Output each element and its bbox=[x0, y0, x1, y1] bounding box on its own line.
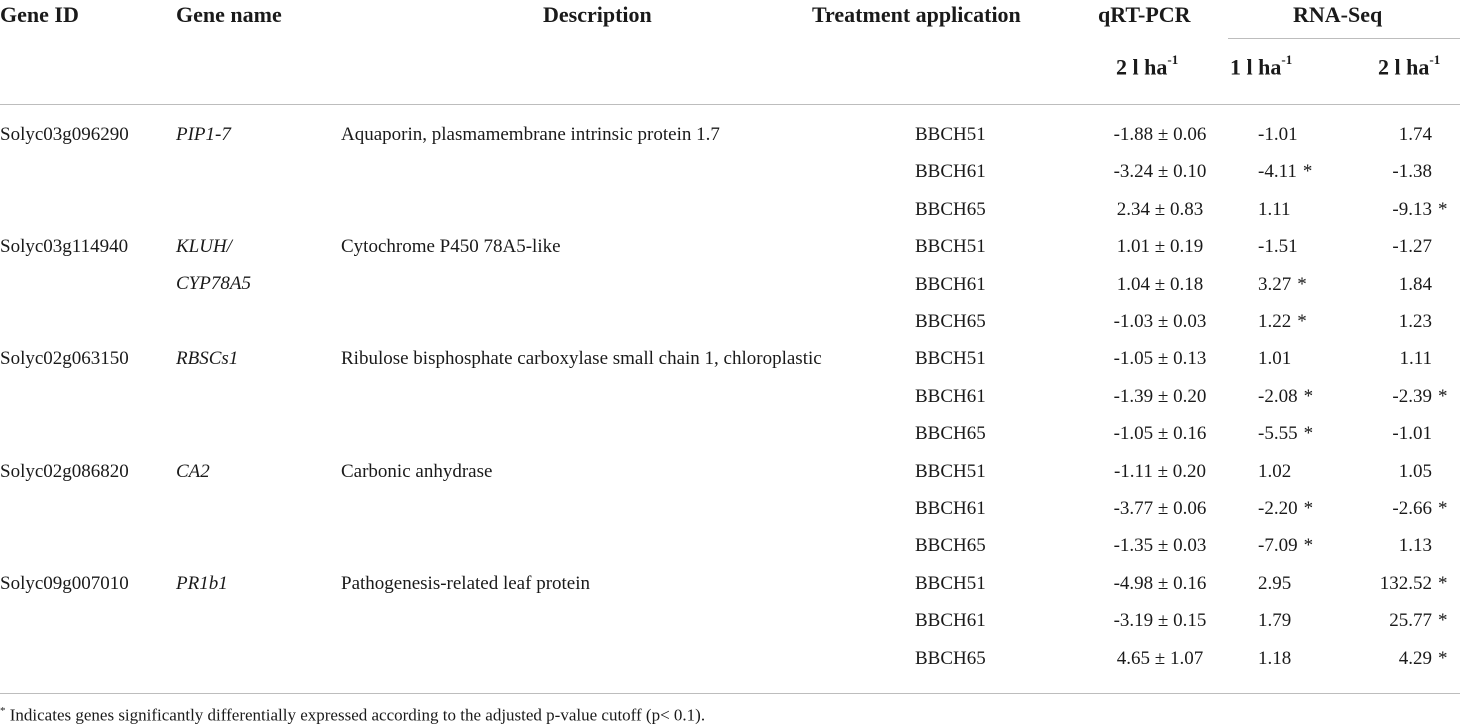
rnaseq-1-cell bbox=[1258, 311, 1307, 333]
col-header-description: Description bbox=[543, 2, 652, 27]
rnaseq-1-cell bbox=[1258, 161, 1312, 183]
footnote-text: Indicates genes significantly differentially expressed according to the adjusted p-value cutoff (p< 0.1). bbox=[5, 705, 706, 725]
rnaseq-2-value: -2.39 bbox=[1392, 385, 1432, 407]
qrtpcr-value: -3.77 ± 0.06 bbox=[1113, 498, 1207, 519]
rnaseq-1-cell bbox=[1258, 535, 1313, 557]
rnaseq-2-cell bbox=[1360, 124, 1450, 146]
rnaseq-2-value: 1.13 bbox=[1398, 535, 1432, 557]
qrtpcr-value: -1.39 ± 0.20 bbox=[1113, 385, 1207, 407]
rnaseq-2-value: -9.13 bbox=[1392, 198, 1432, 220]
rnaseq-2-value: -1.01 bbox=[1392, 423, 1432, 445]
rnaseq-2-value: 1.05 bbox=[1398, 460, 1432, 482]
col-header-qrtpcr: qRT-PCR bbox=[1098, 2, 1191, 27]
rnaseq-1-value: -7.09 bbox=[1258, 535, 1298, 557]
rnaseq-1-value: 1.22 bbox=[1258, 311, 1292, 332]
rnaseq-1-value: -2.20 bbox=[1258, 498, 1298, 519]
gene-id: Solyc03g096290 bbox=[0, 124, 129, 145]
significance-mark: * bbox=[1303, 535, 1314, 557]
qrtpcr-value: 1.04 ± 0.18 bbox=[1116, 273, 1204, 295]
treatment-stage: BBCH51 bbox=[915, 572, 986, 594]
col-header-gene-name: Gene name bbox=[176, 2, 282, 27]
rnaseq-2-value: 1.23 bbox=[1398, 311, 1432, 332]
rnaseq-1-value: -1.51 bbox=[1258, 236, 1298, 258]
rnaseq-1-cell bbox=[1258, 199, 1291, 221]
rnaseq-2-value: -1.27 bbox=[1392, 236, 1432, 258]
rnaseq-2-cell bbox=[1360, 461, 1450, 483]
rnaseq-2-cell bbox=[1360, 311, 1450, 333]
rnaseq-1-value: 1.11 bbox=[1258, 198, 1291, 220]
qrtpcr-value: -4.98 ± 0.16 bbox=[1113, 572, 1207, 594]
qrtpcr-value: -1.11 ± 0.20 bbox=[1113, 460, 1207, 482]
rnaseq-2-value: 1.74 bbox=[1398, 124, 1432, 145]
rnaseq-1-value: 3.27 bbox=[1258, 273, 1292, 295]
rnaseq-1-cell bbox=[1258, 610, 1291, 632]
header-bottom-rule bbox=[0, 104, 1460, 105]
rnaseq-2-value: 4.29 bbox=[1398, 647, 1432, 669]
qrtpcr-value: 1.01 ± 0.19 bbox=[1116, 236, 1204, 258]
rnaseq-2-cell bbox=[1360, 236, 1450, 258]
rnaseq-1-cell bbox=[1258, 573, 1291, 595]
footnote bbox=[0, 705, 705, 726]
treatment-stage: BBCH51 bbox=[915, 348, 986, 370]
qrtpcr-value: -3.24 ± 0.10 bbox=[1113, 161, 1207, 183]
gene-name: KLUH/ bbox=[176, 236, 232, 258]
table-bottom-rule bbox=[0, 693, 1460, 694]
rnaseq-1-value: 1.02 bbox=[1258, 460, 1292, 482]
rnaseq-1-value: -1.01 bbox=[1258, 124, 1298, 145]
gene-name: PIP1-7 bbox=[176, 124, 231, 145]
significance-mark: * bbox=[1297, 311, 1307, 332]
rnaseq-2-value: 132.52 bbox=[1379, 572, 1432, 594]
significance-mark: * bbox=[1438, 498, 1448, 519]
dose-exponent: -1 bbox=[1281, 52, 1293, 67]
dose-exponent: -1 bbox=[1429, 52, 1441, 67]
qrtpcr-value: -1.03 ± 0.03 bbox=[1113, 311, 1207, 332]
gene-description: Pathogenesis-related leaf protein bbox=[341, 572, 591, 594]
treatment-stage: BBCH61 bbox=[915, 610, 986, 632]
treatment-stage: BBCH65 bbox=[915, 423, 986, 445]
gene-id: Solyc02g086820 bbox=[0, 460, 129, 482]
gene-description: Cytochrome P450 78A5-like bbox=[341, 236, 561, 258]
rnaseq-1-value: 1.01 bbox=[1258, 348, 1292, 370]
treatment-stage: BBCH65 bbox=[915, 311, 986, 332]
qrtpcr-value: -1.05 ± 0.16 bbox=[1113, 423, 1207, 445]
rnaseq-2-cell bbox=[1360, 348, 1450, 370]
rnaseq-span-rule bbox=[1228, 38, 1460, 39]
significance-mark: * bbox=[1438, 610, 1448, 632]
significance-mark: * bbox=[1303, 385, 1314, 407]
rnaseq-2-value: -1.38 bbox=[1392, 161, 1432, 183]
significance-mark: * bbox=[1438, 647, 1448, 669]
qrtpcr-value: -3.19 ± 0.15 bbox=[1113, 610, 1207, 632]
rnaseq-1-cell bbox=[1258, 124, 1298, 146]
qrtpcr-value: -1.05 ± 0.13 bbox=[1113, 348, 1207, 370]
col-header-rnaseq: RNA-Seq bbox=[1293, 2, 1383, 27]
rnaseq-1-value: 1.18 bbox=[1258, 647, 1292, 669]
significance-mark: * bbox=[1303, 498, 1314, 519]
rnaseq-2-cell bbox=[1360, 648, 1450, 670]
treatment-stage: BBCH61 bbox=[915, 161, 986, 183]
treatment-stage: BBCH65 bbox=[915, 198, 986, 220]
qrtpcr-value: 4.65 ± 1.07 bbox=[1116, 647, 1204, 669]
rnaseq-2-value: 25.77 bbox=[1389, 610, 1432, 632]
rnaseq-2-cell bbox=[1360, 535, 1450, 557]
rnaseq-1-value: -5.55 bbox=[1258, 423, 1298, 445]
gene-name: CA2 bbox=[176, 460, 210, 482]
dose-header-rnaseq-1 bbox=[1230, 54, 1292, 80]
rnaseq-2-value: -2.66 bbox=[1392, 498, 1432, 519]
dose-exponent: -1 bbox=[1167, 52, 1179, 67]
gene-description: Carbonic anhydrase bbox=[341, 460, 493, 482]
gene-id: Solyc02g063150 bbox=[0, 348, 129, 370]
rnaseq-1-value: 2.95 bbox=[1258, 572, 1292, 594]
gene-description: Ribulose bisphosphate carboxylase small chain 1, chloroplastic bbox=[341, 348, 822, 370]
gene-description: Aquaporin, plasmamembrane intrinsic protein 1.7 bbox=[341, 124, 720, 145]
treatment-stage: BBCH51 bbox=[915, 460, 986, 482]
qrtpcr-value: 2.34 ± 0.83 bbox=[1116, 198, 1204, 220]
rnaseq-1-cell bbox=[1258, 348, 1291, 370]
rnaseq-2-cell bbox=[1360, 199, 1450, 221]
treatment-stage: BBCH61 bbox=[915, 273, 986, 295]
dose-header-rnaseq-2 bbox=[1378, 54, 1440, 80]
significance-mark: * bbox=[1438, 385, 1448, 407]
significance-mark: * bbox=[1303, 423, 1314, 445]
rnaseq-2-cell bbox=[1360, 161, 1450, 183]
col-header-treatment: Treatment application bbox=[812, 2, 1021, 27]
footnote-mark: * bbox=[0, 705, 6, 717]
treatment-stage: BBCH51 bbox=[915, 124, 986, 145]
treatment-stage: BBCH61 bbox=[915, 385, 986, 407]
significance-mark: * bbox=[1438, 572, 1448, 594]
significance-mark: * bbox=[1438, 198, 1448, 220]
dose-header-qrtpcr-2 bbox=[1116, 54, 1178, 80]
rnaseq-2-value: 1.11 bbox=[1399, 348, 1432, 370]
rnaseq-2-cell bbox=[1360, 274, 1450, 296]
significance-mark: * bbox=[1302, 161, 1313, 183]
rnaseq-1-value: -2.08 bbox=[1258, 385, 1298, 407]
gene-name: CYP78A5 bbox=[176, 273, 251, 295]
qrtpcr-value: -1.35 ± 0.03 bbox=[1113, 535, 1207, 557]
dose-label: 2 l ha bbox=[1378, 54, 1430, 80]
rnaseq-2-cell bbox=[1360, 610, 1450, 632]
gene-id: Solyc03g114940 bbox=[0, 236, 129, 258]
rnaseq-1-cell bbox=[1258, 386, 1313, 408]
treatment-stage: BBCH65 bbox=[915, 535, 986, 557]
col-header-gene-id: Gene ID bbox=[0, 2, 79, 27]
rnaseq-1-cell bbox=[1258, 274, 1307, 296]
dose-label: 1 l ha bbox=[1230, 54, 1282, 80]
gene-id: Solyc09g007010 bbox=[0, 572, 129, 594]
treatment-stage: BBCH61 bbox=[915, 498, 986, 519]
rnaseq-1-cell bbox=[1258, 498, 1313, 520]
rnaseq-2-value: 1.84 bbox=[1398, 273, 1432, 295]
rnaseq-2-cell bbox=[1360, 498, 1450, 520]
rnaseq-2-cell bbox=[1360, 573, 1450, 595]
dose-label: 2 l ha bbox=[1116, 54, 1168, 80]
gene-name: RBSCs1 bbox=[176, 348, 239, 370]
rnaseq-2-cell bbox=[1360, 423, 1450, 445]
treatment-stage: BBCH65 bbox=[915, 647, 986, 669]
rnaseq-1-cell bbox=[1258, 461, 1291, 483]
rnaseq-1-cell bbox=[1258, 236, 1298, 258]
rnaseq-1-value: -4.11 bbox=[1258, 161, 1297, 183]
rnaseq-1-value: 1.79 bbox=[1258, 610, 1292, 632]
gene-name: PR1b1 bbox=[176, 572, 228, 594]
qrtpcr-value: -1.88 ± 0.06 bbox=[1113, 124, 1207, 145]
rnaseq-1-cell bbox=[1258, 423, 1313, 445]
rnaseq-1-cell bbox=[1258, 648, 1291, 670]
treatment-stage: BBCH51 bbox=[915, 236, 986, 258]
rnaseq-2-cell bbox=[1360, 386, 1450, 408]
significance-mark: * bbox=[1297, 273, 1307, 295]
